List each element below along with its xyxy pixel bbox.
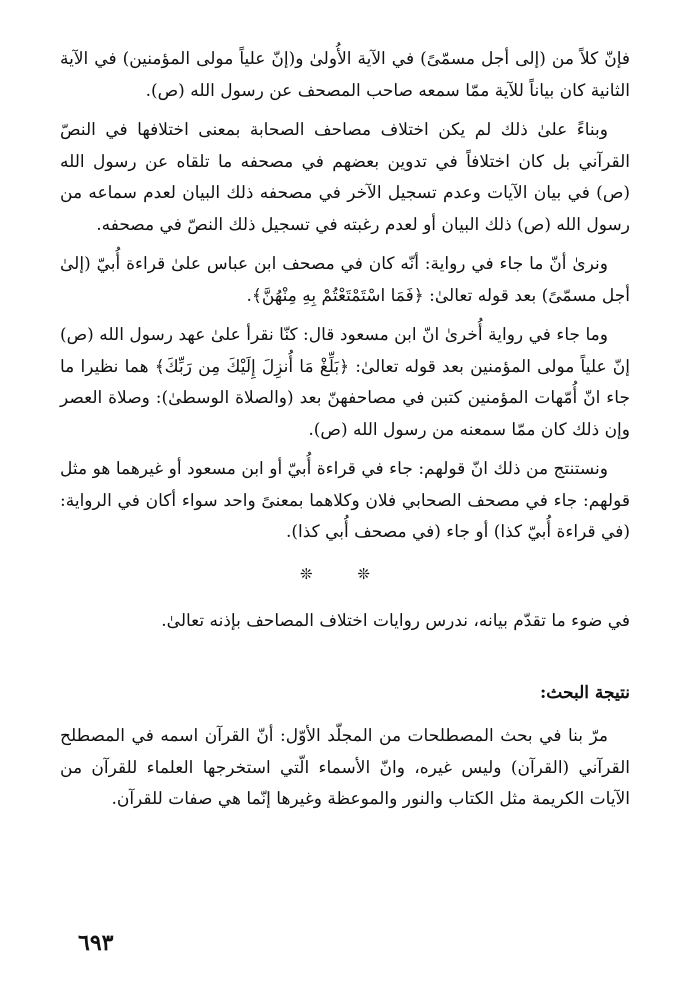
paragraph: فإنّ كلاً من (إلى أجل مسمّىً) في الآية الأُولىٰ و(إنّ علياً مولى المؤمنين) في الآية الثانية كان بياناً للآية ممّا سمعه صاحب المصحف عن رسول الله (ص).	[60, 49, 630, 101]
closing-paragraph: في ضوء ما تقدّم بيانه، ندرس روايات اختلاف المصاحف بإذنه تعالىٰ.	[161, 611, 630, 631]
section-separator: ❊ ❊	[300, 564, 390, 583]
result-paragraph: مرّ بنا في بحث المصطلحات من المجلّد الأوّل: أنّ القرآن اسمه في المصطلح القرآني (القرآن) وليس غيره، وانّ الأسماء الّتي استخرجها العلماء للقرآن من الآيات الكريمة مثل الكتاب والنور والموعظة وغيرها إنّما هي صفات للقرآن.	[60, 726, 630, 809]
paragraph: وما جاء في رواية أُخرىٰ انّ ابن مسعود قال: كنّا نقرأ علىٰ عهد رسول الله (ص) إنّ علياً مولى المؤمنين بعد قوله تعالىٰ: ﴿بَلِّغْ مَا أُنزِلَ إِلَيْكَ مِن رَبِّكَ﴾ هما نظيرا ما جاء انّ أُمّهات المؤمنين كتبن في مصاحفهنّ بعد (والصلاة الوسطىٰ): وصلاة العصر وإن ذلك كان ممّا سمعنه من رسول الله (ص).	[60, 325, 630, 440]
paragraph: ونستنتج من ذلك انّ قولهم: جاء في قراءة أُبيّ أو ابن مسعود أو غيرهما هو مثل قولهم: جاء في مصحف الصحابي فلان وكلاهما بمعنىً واحد سواء أكان في الرواية: (في قراءة أُبيّ كذا) أو جاء (في مصحف أُبي كذا).	[60, 459, 630, 542]
paragraph: ونرىٰ أنّ ما جاء في رواية: أنّه كان في مصحف ابن عباس علىٰ قراءة أُبيّ (إلىٰ أجل مسمّىً) بعد قوله تعالىٰ: ﴿فَمَا اسْتَمْتَعْتُمْ بِهِ مِنْهُنَّ﴾.	[60, 254, 630, 306]
paragraph: وبناءً علىٰ ذلك لم يكن اختلاف مصاحف الصحابة بمعنى اختلافها في النصّ القرآني بل كان اختلافاً في تدوين بعضهم في مصحفه ما تلقاه عن رسول الله (ص) في بيان الآيات وعدم تسجيل الآخر في مصحفه ذلك البيان لعدم سماعه من رسول الله (ص) ذلك البيان أو لعدم رغبته في تسجيل ذلك النصّ في مصحفه.	[60, 120, 630, 235]
section-heading: نتيجة البحث:	[540, 682, 630, 703]
page-body	[60, 44, 630, 824]
page-number: ٦٩٣	[78, 930, 114, 956]
